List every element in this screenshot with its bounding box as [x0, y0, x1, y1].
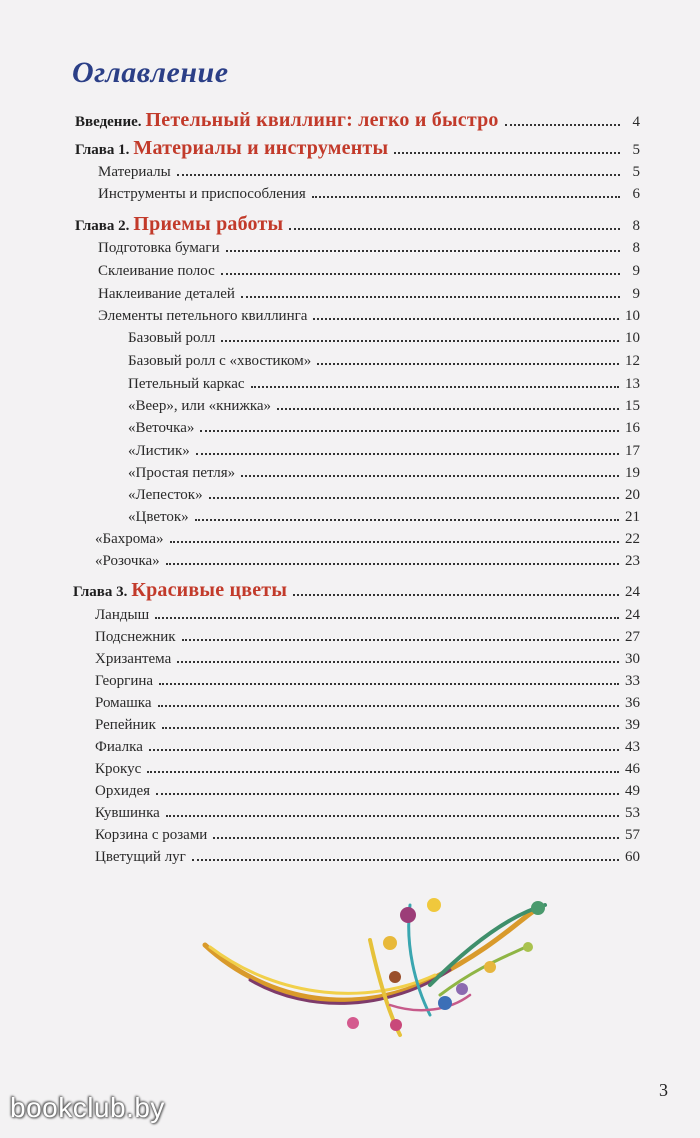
- toc-entry: Орхидея 49: [95, 783, 640, 799]
- toc-entry: «Веер», или «книжка» 15: [128, 398, 640, 414]
- toc-entry: Кувшинка 53: [95, 805, 640, 821]
- toc-entry-intro: Введение. Петельный квиллинг: легко и быстро 4: [75, 109, 640, 131]
- toc-entry: Инструменты и приспособления 6: [98, 186, 640, 202]
- toc-entry: Хризантема 30: [95, 651, 640, 667]
- toc-entry: Георгина 33: [95, 673, 640, 689]
- watermark: bookclub.by: [10, 1092, 165, 1123]
- toc-entry: «Розочка» 23: [95, 553, 640, 569]
- toc-entry: Репейник 39: [95, 717, 640, 733]
- toc-entry: «Листик» 17: [128, 443, 640, 459]
- toc-entry: Элементы петельного квиллинга 10: [98, 308, 640, 324]
- toc-entry: Цветущий луг 60: [95, 849, 640, 865]
- toc-entry: Склеивание полос 9: [98, 263, 640, 279]
- toc-entry: Фиалка 43: [95, 739, 640, 755]
- toc-entry: Петельный каркас 13: [128, 376, 640, 392]
- toc-entry-chapter-1: Глава 1. Материалы и инструменты 5: [75, 137, 640, 159]
- toc-entry: Корзина с розами 57: [95, 827, 640, 843]
- toc-entry: Ромашка 36: [95, 695, 640, 711]
- toc-entry: «Простая петля» 19: [128, 465, 640, 481]
- toc-entry: Материалы 5: [98, 164, 640, 180]
- toc-entry: «Цветок» 21: [128, 509, 640, 525]
- toc-entry-chapter-2: Глава 2. Приемы работы 8: [75, 213, 640, 235]
- quilling-ornament-illustration: [190, 885, 570, 1055]
- toc-entry: Крокус 46: [95, 761, 640, 777]
- toc-entry: «Бахрома» 22: [95, 531, 640, 547]
- toc-entry: «Лепесток» 20: [128, 487, 640, 503]
- toc-entry: «Веточка» 16: [128, 420, 640, 436]
- toc-entry: Подготовка бумаги 8: [98, 240, 640, 256]
- toc-entry: Базовый ролл 10: [128, 330, 640, 346]
- page-number: 3: [659, 1080, 668, 1100]
- toc-entry: Наклеивание деталей 9: [98, 286, 640, 302]
- page-title: Оглавление: [72, 56, 229, 89]
- toc-entry: Базовый ролл с «хвостиком» 12: [128, 353, 640, 369]
- toc-entry-chapter-3: Глава 3. Красивые цветы 24: [73, 579, 640, 601]
- toc-entry: Ландыш 24: [95, 607, 640, 623]
- toc-entry: Подснежник 27: [95, 629, 640, 645]
